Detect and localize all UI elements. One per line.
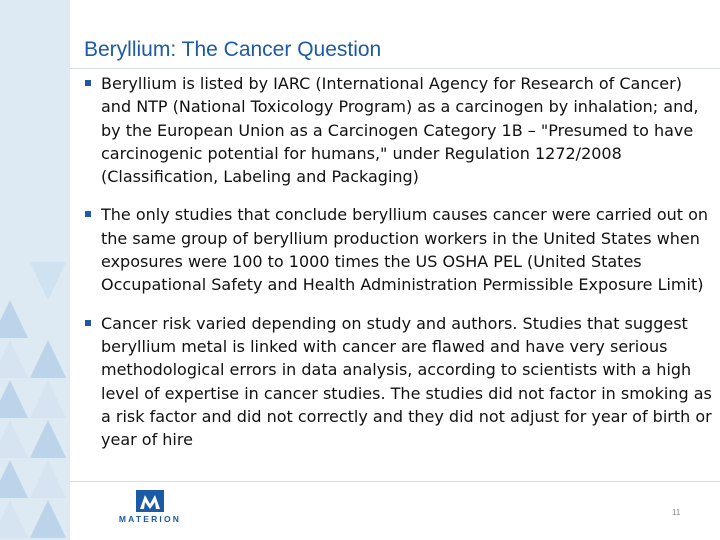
decorative-sidebar: [0, 0, 70, 540]
page-number: 11: [672, 508, 681, 517]
bullet-text: The only studies that conclude beryllium causes cancer were carried out on the same group of beryllium production workers in the United States when exposures were 100 to 1000 times the US OSHA PEL (United States Occupational Safety and Health Administration Permissible Exposure Limit): [101, 205, 709, 295]
materion-logo: [108, 490, 192, 526]
square-bullet-icon: [85, 320, 91, 326]
bullet-item: [84, 203, 714, 296]
bullet-list: [84, 72, 714, 451]
logo-wordmark: MATERION: [118, 514, 182, 524]
triangle-pattern-icon: [0, 0, 70, 540]
square-bullet-icon: [85, 80, 91, 86]
bullet-item: [84, 312, 714, 452]
footer-divider: [70, 481, 720, 482]
bullet-text: Beryllium is listed by IARC (International Agency for Research of Cancer) and NTP (National Toxicology Program) as a carcinogen by inhalation; and, by the European Union as a Carcinogen Category 1B – "Presumed to have carcinogenic potential for humans," under Regulation 1272/2008 (Classification, Labeling and Packaging): [101, 74, 699, 187]
bullet-text: Cancer risk varied depending on study and authors. Studies that suggest beryllium metal is linked with cancer are flawed and have very serious methodological errors in data analysis, according to scientists with a high level of expertise in cancer studies. The studies did not factor in smoking as a risk factor and did not correctly and they did not adjust for year of birth or year of hire: [101, 313, 712, 450]
title-divider: [70, 68, 720, 69]
bullet-item: [84, 72, 714, 188]
slide-title: Beryllium: The Cancer Question: [84, 38, 382, 61]
square-bullet-icon: [85, 211, 91, 217]
materion-m-icon: [136, 490, 164, 512]
